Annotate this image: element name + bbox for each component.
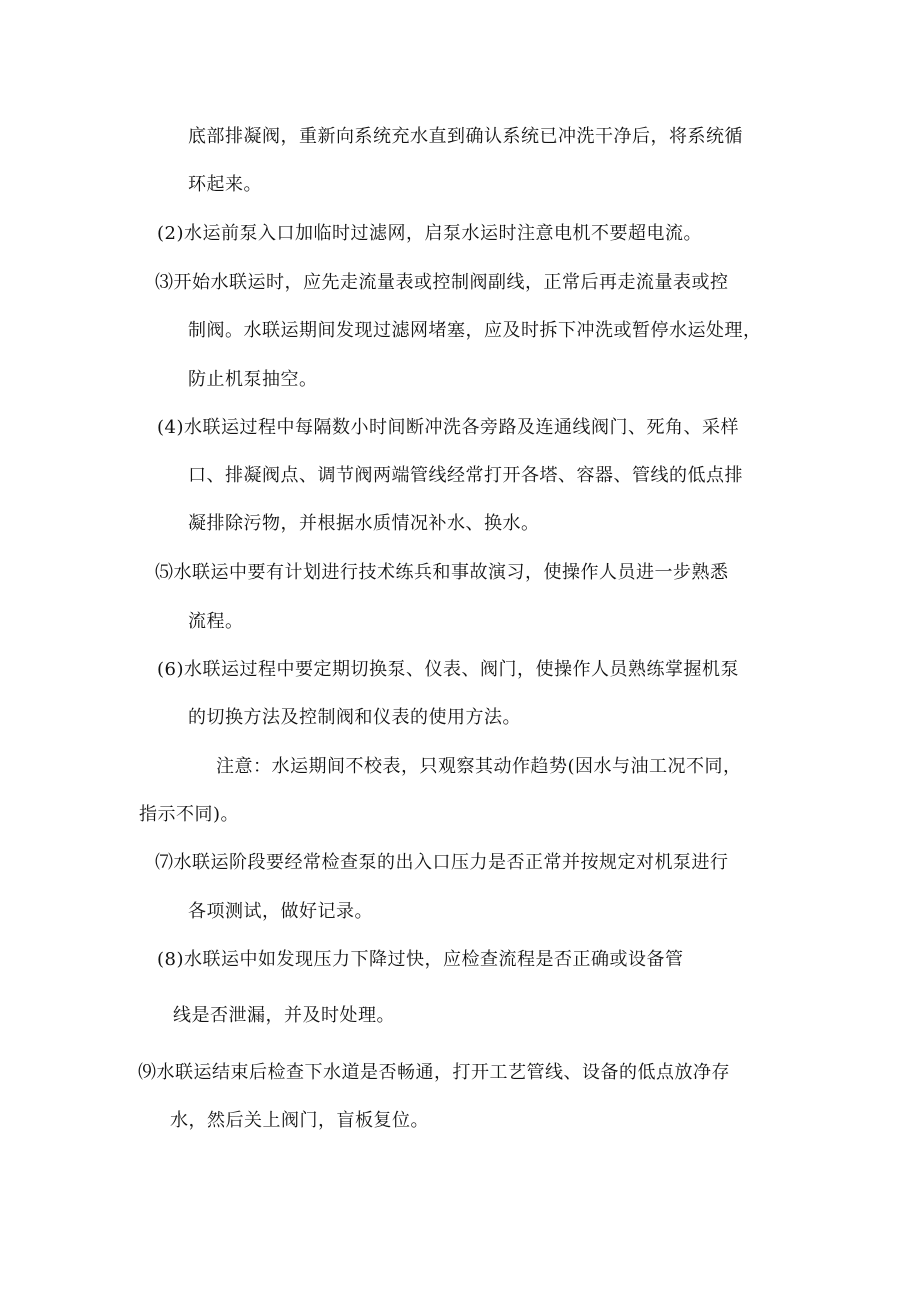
text-line: 线是否泄漏，并及时处理。: [173, 1005, 395, 1026]
text-line: (2)水运前泵入口加临时过滤网，启泵水运时注意电机不要超电流。: [157, 223, 702, 244]
text-line: ⑺水联运阶段要经常检查泵的出入口压力是否正常并按规定对机泵进行: [155, 852, 729, 873]
text-line: 水，然后关上阀门，盲板复位。: [170, 1110, 429, 1131]
text-line: 口、排凝阀点、调节阀两端管线经常打开各塔、容器、管线的低点排: [188, 465, 743, 486]
text-line: (4)水联运过程中每隔数小时间断冲洗各旁路及连通线阀门、死角、采样: [157, 417, 739, 438]
text-line: ⑶开始水联运时，应先走流量表或控制阀副线，正常后再走流量表或控: [155, 272, 729, 293]
text-line: 环起来。: [188, 174, 262, 195]
text-line: (6)水联运过程中要定期切换泵、仪表、阀门，使操作人员熟练掌握机泵: [157, 659, 739, 680]
text-line: 底部排凝阀，重新向系统充水直到确认系统已冲洗干净后，将系统循: [188, 126, 743, 147]
text-line: ⑸水联运中要有计划进行技术练兵和事故演习，使操作人员进一步熟悉: [155, 562, 729, 583]
text-line: (8)水联运中如发现压力下降过快，应检查流程是否正确或设备管: [157, 949, 684, 970]
text-line: ⑼水联运结束后检查下水道是否畅通，打开工艺管线、设备的低点放净存: [138, 1062, 730, 1083]
text-line: 流程。: [188, 611, 244, 632]
text-line: 凝排除污物，并根据水质情况补水、换水。: [188, 513, 540, 534]
text-line: 各项测试，做好记录。: [188, 901, 373, 922]
text-line: 制阀。水联运期间发现过滤网堵塞，应及时拆下冲洗或暂停水运处理，: [188, 320, 762, 341]
text-line: 防止机泵抽空。: [188, 369, 318, 390]
note-line: 指示不同)。: [139, 804, 240, 825]
note-line: 注意：水运期间不校表，只观察其动作趋势(因水与油工况不同，: [216, 756, 742, 777]
text-line: 的切换方法及控制阀和仪表的使用方法。: [188, 707, 521, 728]
